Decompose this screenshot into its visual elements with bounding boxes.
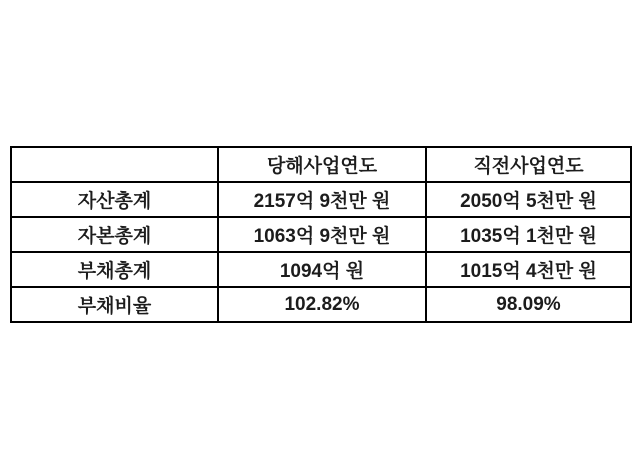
header-current-fiscal-year: 당해사업연도: [218, 147, 426, 182]
row-label-total-liabilities: 부채총계: [11, 252, 218, 287]
debt-ratio-previous-value: 98.09%: [426, 287, 631, 322]
header-empty-cell: [11, 147, 218, 182]
header-previous-fiscal-year: 직전사업연도: [426, 147, 631, 182]
total-equity-previous-value: 1035억 1천만 원: [426, 217, 631, 252]
table-row-total-liabilities: [11, 252, 631, 287]
row-label-debt-ratio: 부채비율: [11, 287, 218, 322]
total-equity-current-value: 1063억 9천만 원: [218, 217, 426, 252]
table-header-row: [11, 147, 631, 182]
debt-ratio-current-value: 102.82%: [218, 287, 426, 322]
row-label-total-equity: 자본총계: [11, 217, 218, 252]
total-liabilities-current-value: 1094억 원: [218, 252, 426, 287]
total-assets-previous-value: 2050억 5천만 원: [426, 182, 631, 217]
total-assets-current-value: 2157억 9천만 원: [218, 182, 426, 217]
table-row-total-assets: [11, 182, 631, 217]
row-label-total-assets: 자산총계: [11, 182, 218, 217]
table-row-debt-ratio: [11, 287, 631, 322]
total-liabilities-previous-value: 1015억 4천만 원: [426, 252, 631, 287]
table-row-total-equity: [11, 217, 631, 252]
financial-summary-table: [10, 146, 632, 323]
